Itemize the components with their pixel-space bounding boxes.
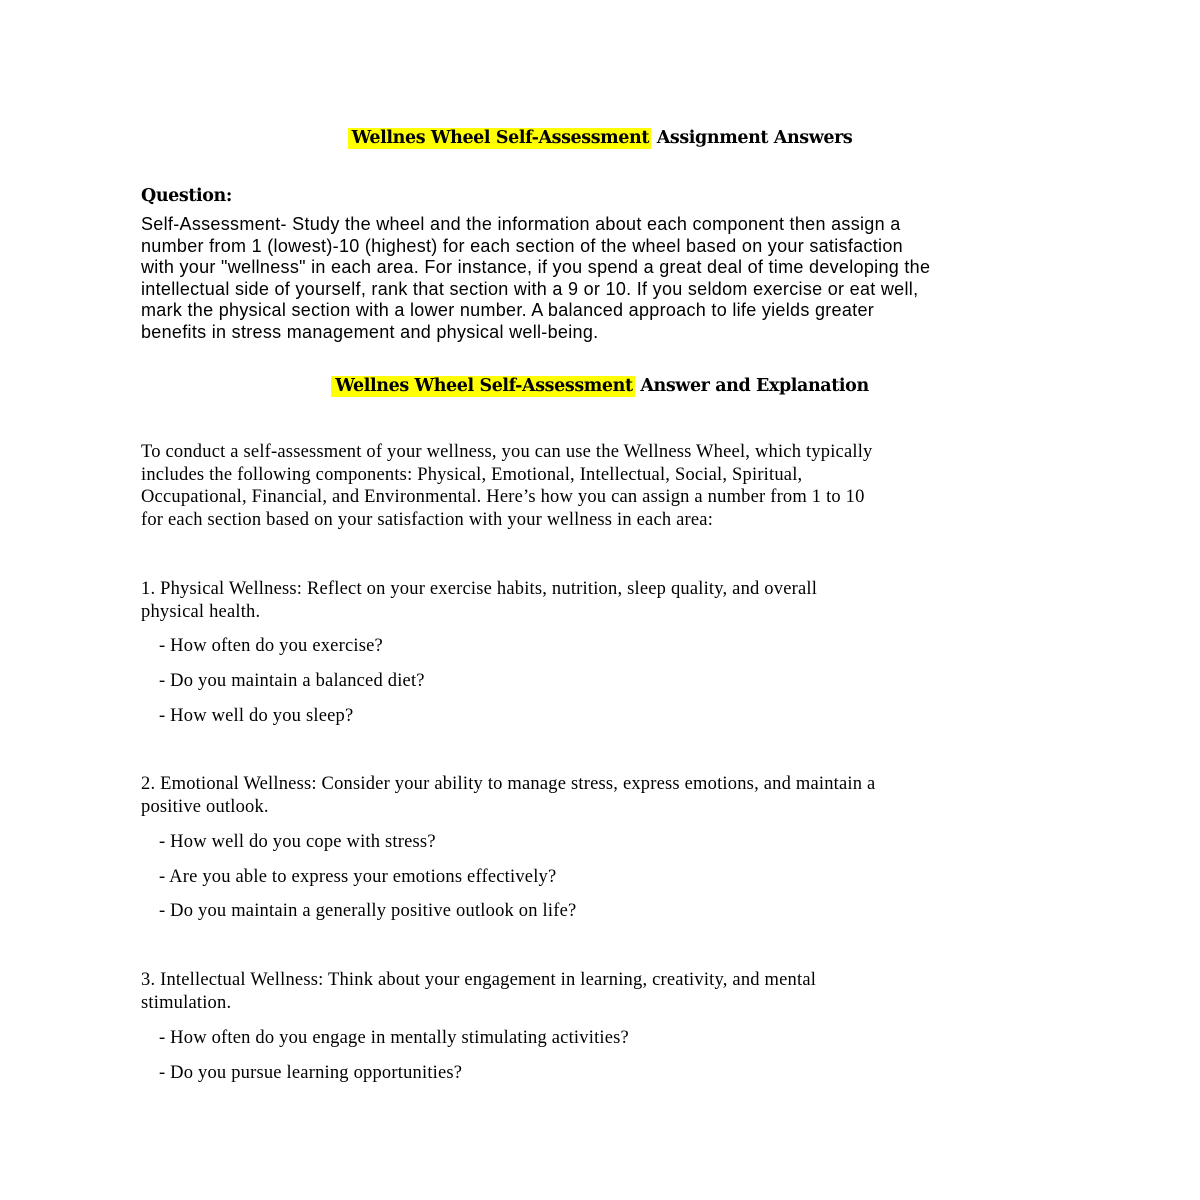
list-item: - Do you pursue learning opportunities? — [159, 1063, 463, 1083]
document-title-rest: Assignment Answers — [651, 128, 853, 148]
list-item: - How often do you exercise? — [159, 636, 383, 656]
list-item: - How well do you sleep? — [159, 706, 354, 726]
question-text: Self-Assessment- Study the wheel and the information about each component then assign a number from 1 (lowest)-10 (highest) for each section of the wheel based on your satisfaction with your "wellness" in each area. For instance, if you spend a great deal of time developing the intellectual side of yourself, rank that section with a 9 or 10. If you seldom exercise or eat well, mark the physical section with a lower number. A balanced approach to life yields greater benefits in stress management and physical well-being. — [141, 214, 931, 342]
list-item: - Do you maintain a generally positive outlook on life? — [159, 901, 577, 921]
question-label: Question: — [141, 186, 232, 206]
answer-title-highlight: Wellnes Wheel Self-Assessment — [331, 376, 634, 397]
list-item: - How well do you cope with stress? — [159, 832, 436, 852]
intro-paragraph: To conduct a self-assessment of your wellness, you can use the Wellness Wheel, which typically includes the following components: Physical, Emotional, Intellectual, Social, Spiritual, Occupational, Financial, and Environmental. Here’s how you can assign a number from 1 to 10 for each section based on your satisfaction with your wellness in each area: — [141, 442, 873, 531]
answer-title-rest: Answer and Explanation — [634, 376, 869, 396]
answer-title — [140, 374, 1060, 398]
list-item: - Are you able to express your emotions effectively? — [159, 867, 557, 887]
document-title-highlight: Wellnes Wheel Self-Assessment — [348, 128, 651, 149]
section-heading-intellectual: 3. Intellectual Wellness: Think about your engagement in learning, creativity, and mental stimulation. — [141, 970, 817, 1013]
document-title — [140, 126, 1060, 150]
section-heading-emotional: 2. Emotional Wellness: Consider your ability to manage stress, express emotions, and maintain a positive outlook. — [141, 774, 876, 817]
list-item: - Do you maintain a balanced diet? — [159, 671, 425, 691]
list-item: - How often do you engage in mentally stimulating activities? — [159, 1028, 629, 1048]
section-heading-physical: 1. Physical Wellness: Reflect on your exercise habits, nutrition, sleep quality, and overall physical health. — [141, 579, 818, 622]
